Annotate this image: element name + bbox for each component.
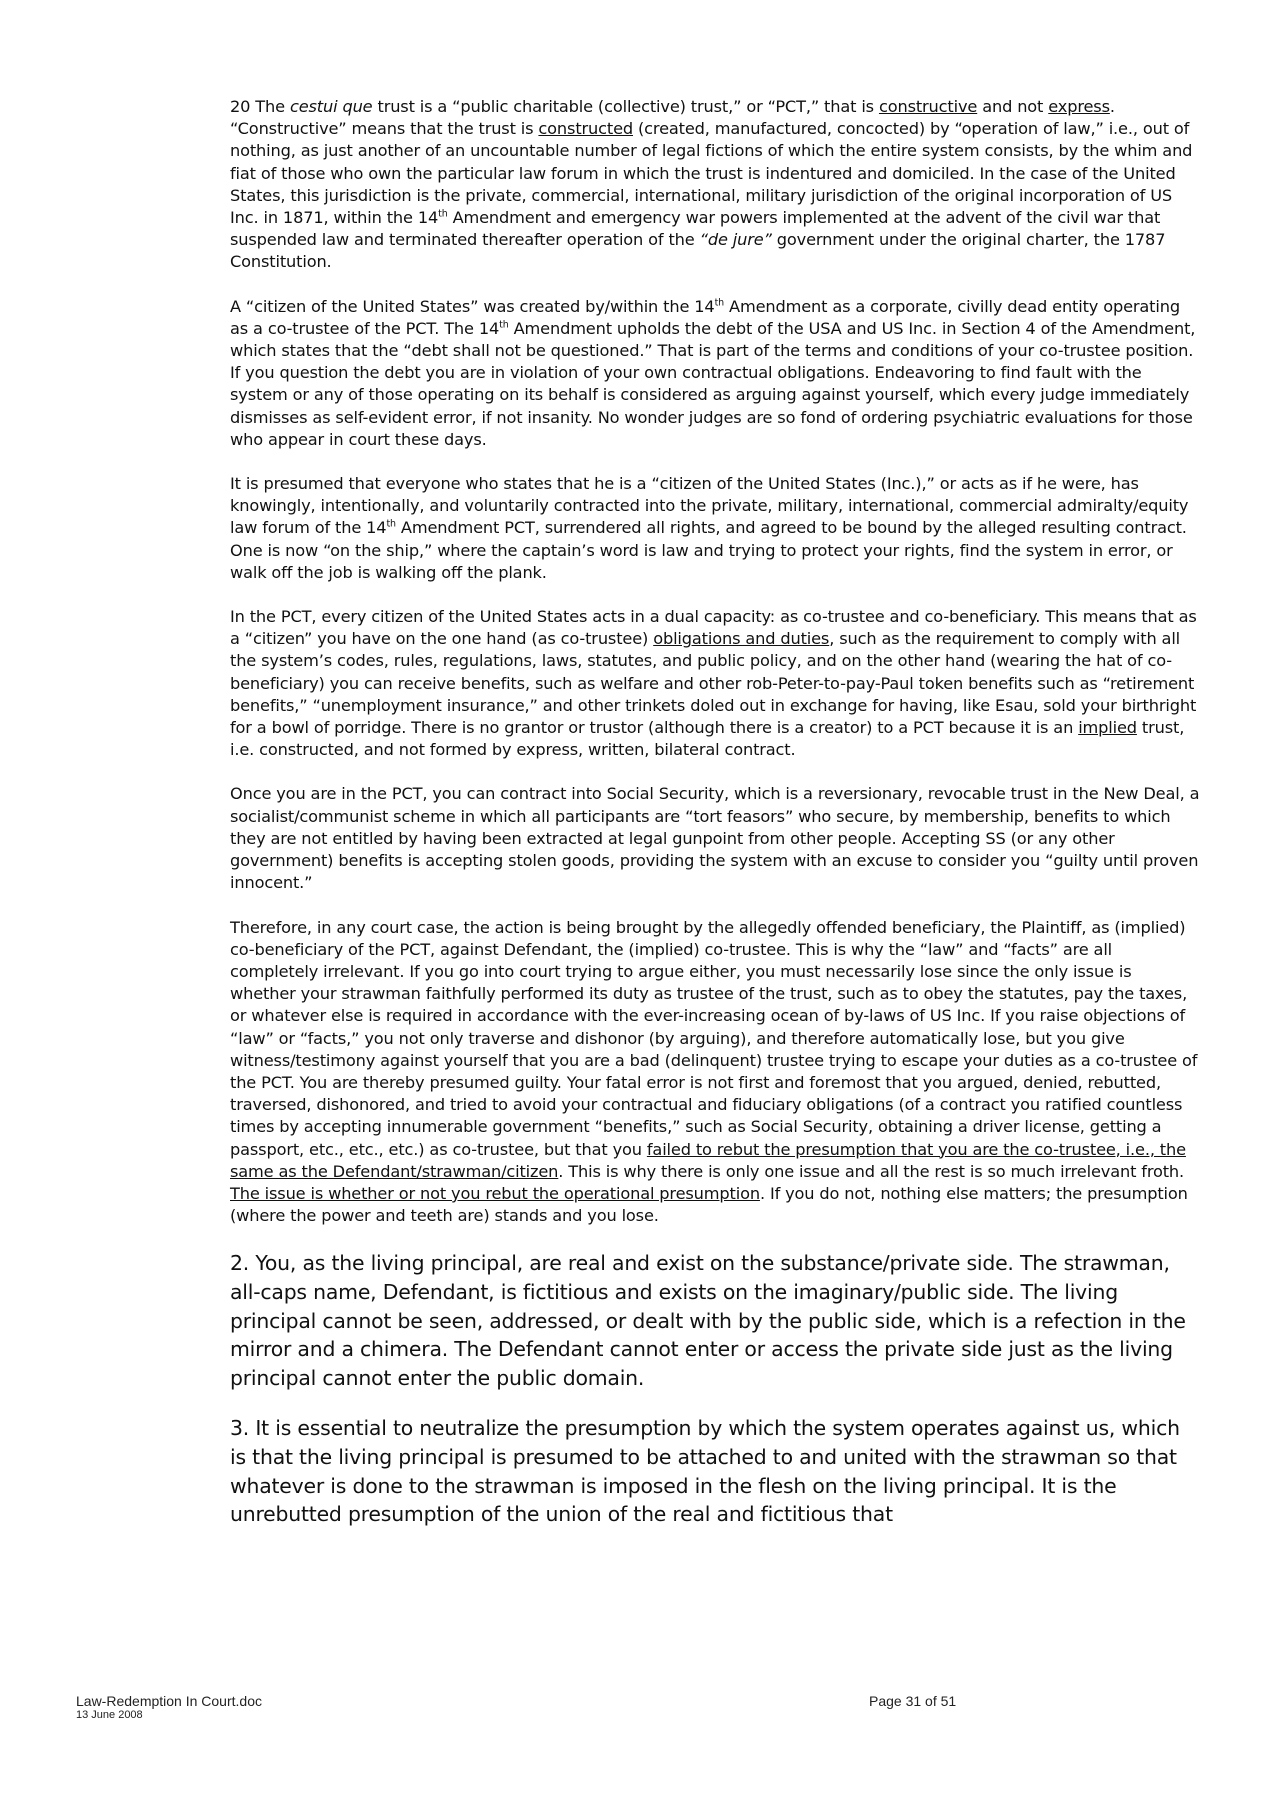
- underlined-text: failed to rebut the presumption that you are the co-trustee, i.e., the same as the Defendant/strawman/citizen: [230, 1139, 1186, 1181]
- text-run: . “Constructive” means that the trust is: [230, 97, 1115, 139]
- ordinal-superscript: th: [499, 319, 509, 331]
- ordinal-superscript: th: [438, 208, 448, 220]
- text-run: In the PCT, every citizen of the United States acts in a dual capacity: as co-trustee and co-beneficiary. This means that as a “citizen” you have on the one hand (as co-trustee): [230, 607, 1197, 649]
- page-footer: [76, 1693, 976, 1722]
- text-run: A “citizen of the United States” was created by/within the 14: [230, 296, 715, 316]
- text-run: Amendment and emergency war powers implemented at the advent of the civil war that suspended law and terminated thereafter operation of the: [230, 208, 1161, 250]
- underlined-text: constructive: [878, 97, 978, 116]
- text-run: Once you are in the PCT, you can contract into Social Security, which is a reversionary, revocable trust in the New Deal, a socialist/communist scheme in which all participants are “tort feasors” who secure, by membership, benefits to which they are not entitled by having been extracted at legal gunpoint from other people. Accepting SS (or any other government) benefits is accepting stolen goods, providing the system with an excuse to consider you “guilty until proven innocent.”: [230, 784, 1200, 893]
- paragraph-point-3-neutralize-presumption: [230, 1414, 1200, 1528]
- underlined-text: implied: [1078, 718, 1137, 738]
- text-run: (created, manufactured, concocted) by “operation of law,” i.e., out of nothing, as just another of an uncountable number of legal fictions of which the entire system consists, by the whim and fiat of those who own the particular law forum in which the trust is indentured and domiciled. In the case of the United States, this jurisdiction is the private, commercial, international, military jurisdiction of the original incorporation of US Inc. in 1871, within the 14: [230, 119, 1193, 228]
- underlined-text: The issue is whether or not you rebut the operational presumption: [230, 1183, 760, 1203]
- italic-text: “de jure”: [699, 230, 772, 250]
- text-run: Amendment upholds the debt of the USA and US Inc. in Section 4 of the Amendment, which states that the “debt shall not be questioned.” That is part of the terms and conditions of your co-trustee position. If you question the debt you are in violation of your own contractual obligations. Endeavoring to find fault with the system or any of those operating on its behalf is considered as arguing against yourself, which every judge immediately dismisses as self-evident error, if not insanity. No wonder judges are so fond of ordering psychiatric evaluations for those who appear in court these days.: [230, 318, 1196, 449]
- ordinal-superscript: th: [386, 519, 396, 531]
- italic-text: cestui que: [289, 97, 373, 116]
- footer-date: 13 June 2008: [76, 1709, 143, 1721]
- text-run: government under the original charter, the 1787 Constitution.: [230, 230, 1166, 272]
- underlined-text: constructed: [538, 119, 634, 139]
- paragraph-social-security: [230, 783, 1200, 894]
- footer-document-name: Law-Redemption In Court.doc: [76, 1693, 262, 1709]
- text-run: and not: [977, 97, 1049, 116]
- paragraph-cestui-que-trust: [230, 96, 1200, 274]
- text-run: , such as the requirement to comply with all the system’s codes, rules, regulations, laws, statutes, and public policy, and on the other hand (wearing the hat of co-beneficiary) you can receive benefits, such as welfare and other rob-Peter-to-pay-Paul token benefits such as “retirement benefits,” “unemployment insurance,” and other trinkets doled out in exchange for having, like Esau, sold your birthright for a bowl of porridge. There is no grantor or trustor (although there is a creator) to a PCT because it is an: [230, 629, 1197, 738]
- paragraph-presumed-contract: [230, 473, 1200, 584]
- text-run: . This is why there is only one issue and all the rest is so much irrelevant froth.: [558, 1161, 1185, 1181]
- paragraph-court-case: [230, 917, 1200, 1228]
- ordinal-superscript: th: [714, 297, 725, 309]
- text-run: It is presumed that everyone who states that he is a “citizen of the United States (Inc.),” or acts as if he were, has knowingly, intentionally, and voluntarily contracted into the private, military, international, commercial admiralty/equity law forum of the 14: [230, 474, 1189, 538]
- text-run: 3. It is essential to neutralize the presumption by which the system operates against us, which is that the living principal is presumed to be attached to and united with the strawman so that whatever is done to the strawman is imposed in the flesh on the living principal. It is the unrebutted presumption of the union of the real and fictitious that: [230, 1416, 1180, 1527]
- paragraph-citizen-of-united-states: [230, 296, 1200, 451]
- text-run: Amendment as a corporate, civilly dead entity operating as a co-trustee of the PCT. The 14: [230, 296, 1180, 338]
- text-run: Therefore, in any court case, the action is being brought by the allegedly offended beneficiary, the Plaintiff, as (implied) co-beneficiary of the PCT, against Defendant, the (implied) co-trustee. This is why the “law” and “facts” are all completely irrelevant. If you go into court trying to argue either, you must necessarily lose since the only issue is whether your strawman faithfully performed its duty as trustee of the trust, such as to obey the statutes, pay the taxes, or whatever else is required in accordance with the ever-increasing ocean of by-laws of US Inc. If you raise objections of “law” or “facts,” you not only traverse and dishonor (by arguing), and therefore automatically lose, but you give witness/testimony against yourself that you are a bad (delinquent) trustee trying to escape your duties as a co-trustee of the PCT. You are thereby presumed guilty. Your fatal error is not first and foremost that you argued, denied, rebutted, traversed, dishonored, and tried to avoid your contractual and fiduciary obligations (of a contract you ratified countless times by accepting innumerable government “benefits,” such as Social Security, obtaining a driver license, getting a passport, etc., etc., etc.) as co-trustee, but that you: [230, 917, 1198, 1159]
- underlined-text: express: [1048, 97, 1110, 116]
- document-body: [230, 96, 1200, 1551]
- paragraph-dual-capacity: [230, 606, 1200, 761]
- text-run: 2. You, as the living principal, are real and exist on the substance/private side. The strawman, all-caps name, Defendant, is fictitious and exists on the imaginary/public side. The living principal cannot be seen, addressed, or dealt with by the public side, which is a refection in the mirror and a chimera. The Defendant cannot enter or access the private side just as the living principal cannot enter the public domain.: [230, 1251, 1186, 1390]
- paragraph-point-2-living-principal: [230, 1249, 1200, 1392]
- text-run: . If you do not, nothing else matters; the presumption (where the power and teeth are) stands and you lose.: [230, 1183, 1188, 1226]
- footer-page-number: Page 31 of 51: [869, 1693, 957, 1709]
- text-run: 20 The: [230, 97, 290, 116]
- text-run: trust is a “public charitable (collective) trust,” or “PCT,” that is: [372, 97, 879, 116]
- text-run: trust, i.e. constructed, and not formed by express, written, bilateral contract.: [230, 718, 1185, 760]
- text-run: Amendment PCT, surrendered all rights, and agreed to be bound by the alleged resulting contract. One is now “on the ship,” where the captain’s word is law and trying to protect your rights, find the system in error, or walk off the job is walking off the plank.: [230, 518, 1187, 582]
- underlined-text: obligations and duties: [653, 629, 830, 649]
